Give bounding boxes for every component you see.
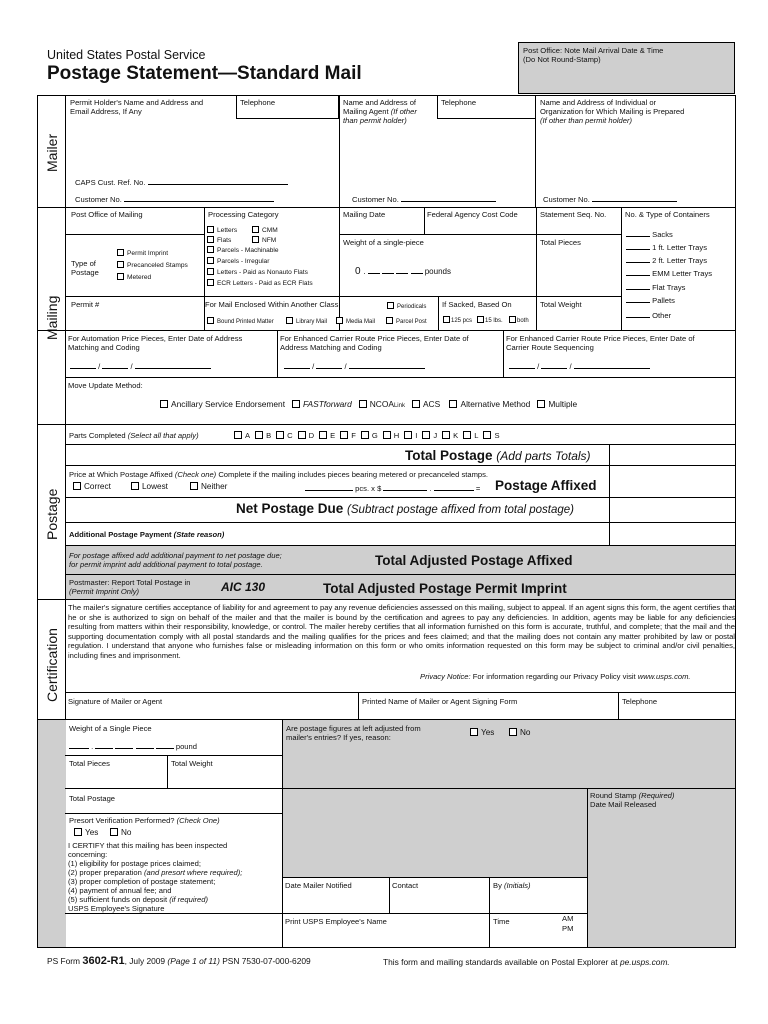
certify-line-2: concerning:: [68, 850, 108, 859]
total-adjusted-permit-label: Total Adjusted Postage Permit Imprint: [323, 581, 567, 596]
part-f-checkbox[interactable]: [340, 431, 356, 440]
checkbox-box[interactable]: [483, 431, 491, 439]
part-a-checkbox[interactable]: [234, 431, 250, 440]
type-of-postage-label-2: Postage: [71, 268, 99, 277]
part-label: I: [415, 431, 418, 440]
tp-permit-imprint[interactable]: Permit Imprint: [117, 249, 168, 258]
container-pallets: Pallets: [626, 296, 675, 305]
pc-letters-nonauto[interactable]: Letters - Paid as Nonauto Flats: [207, 268, 308, 277]
processing-category-label: Processing Category: [208, 210, 279, 219]
employee-sig-label: USPS Employee's Signature: [68, 904, 165, 913]
sacked-both[interactable]: both: [509, 316, 529, 326]
total-pieces-label: Total Pieces: [540, 238, 581, 247]
ecr-date-field[interactable]: / /: [284, 362, 425, 371]
total-weight-label: Total Weight: [540, 300, 582, 309]
ecr-seq-label: For Enhanced Carrier Route Price Pieces, Enter Date of: [506, 334, 695, 343]
usps-total-pieces-label: Total Pieces: [69, 759, 110, 768]
container-other: Other: [626, 311, 671, 320]
sacked-125[interactable]: 125 pcs: [443, 316, 472, 326]
post-office-note-2: (Do Not Round-Stamp): [523, 55, 601, 64]
part-k-checkbox[interactable]: [442, 431, 458, 440]
agent-label-2: Mailing Agent (If other: [343, 107, 417, 116]
mu-acs[interactable]: ACS: [412, 399, 440, 409]
tp-metered[interactable]: Metered: [117, 273, 151, 282]
contact-label: Contact: [392, 881, 419, 890]
postmaster-note-2: (Permit Imprint Only): [69, 587, 140, 596]
date-released-label: Date Mail Released: [590, 800, 657, 809]
enclosed-periodicals[interactable]: Periodicals: [387, 302, 426, 312]
sacked-15[interactable]: 15 lbs.: [477, 316, 503, 326]
sacked-label: If Sacked, Based On: [442, 300, 512, 309]
customer-no-1: Customer No.: [75, 195, 274, 204]
usps-total-postage-label: Total Postage: [69, 794, 116, 803]
printed-name-label: Printed Name of Mailer or Agent Signing Form: [362, 697, 518, 706]
part-label: A: [245, 431, 251, 440]
customer-no-2: Customer No.: [352, 195, 496, 204]
agency-name: United States Postal Service: [47, 48, 206, 62]
part-label: F: [351, 431, 356, 440]
section-label-postage: Postage: [44, 488, 60, 540]
statement-seq-label: Statement Seq. No.: [540, 210, 607, 219]
affixed-note-2: for permit imprint add additional payment to total postage.: [69, 560, 263, 569]
part-j-checkbox[interactable]: [422, 431, 437, 440]
time-label: Time: [493, 917, 510, 926]
price-lowest[interactable]: Lowest: [131, 482, 168, 491]
certify-line-7: (5) sufficient funds on deposit (if required): [68, 895, 209, 904]
mu-fastforward[interactable]: FASTforward: [292, 399, 352, 409]
usps-weight-label: Weight of a Single Piece: [69, 724, 152, 733]
affixed-note-1: For postage affixed add additional payment to net postage due;: [69, 551, 282, 560]
part-g-checkbox[interactable]: [361, 431, 378, 440]
footer-form-id: PS Form 3602-R1, July 2009 (Page 1 of 11) PSN 7530-07-000-6209: [47, 955, 311, 967]
federal-agency-label: Federal Agency Cost Code: [427, 210, 518, 219]
auto-date-label: For Automation Price Pieces, Enter Date of Address: [68, 334, 243, 343]
mailing-date-label: Mailing Date: [343, 210, 386, 219]
mu-multiple[interactable]: Multiple: [537, 399, 577, 409]
parts-checkboxes[interactable]: [234, 431, 505, 440]
container-sacks: Sacks: [626, 230, 673, 239]
part-d-checkbox[interactable]: [298, 431, 314, 440]
container-2ft: 2 ft. Letter Trays: [626, 256, 707, 265]
move-update-options: [160, 399, 577, 409]
round-stamp-label: Round Stamp (Required): [590, 791, 675, 800]
postmaster-note: Postmaster: Report Total Postage in: [69, 578, 191, 587]
pc-nfm[interactable]: NFM: [252, 236, 276, 245]
org-label-3: (If other than permit holder): [540, 116, 633, 125]
po-of-mailing-label: Post Office of Mailing: [71, 210, 143, 219]
privacy-notice: Privacy Notice: For information regarding our Privacy Policy visit www.usps.com.: [420, 672, 691, 681]
customer-no-3: Customer No.: [543, 195, 677, 204]
part-label: K: [453, 431, 459, 440]
usps-adjusted-question: Are postage figures at left adjusted from: [286, 724, 421, 733]
part-s-checkbox[interactable]: [483, 431, 499, 440]
checkbox-box[interactable]: [442, 431, 450, 439]
mu-ncoa[interactable]: NCOALink: [359, 399, 405, 409]
agent-label: Name and Address of: [343, 98, 417, 107]
checkbox-box[interactable]: [234, 431, 242, 439]
enclosed-label: For Mail Enclosed Within Another Class: [205, 300, 339, 309]
aic-code: AIC 130: [221, 580, 266, 594]
enclosed-parcel-post[interactable]: Parcel Post: [386, 317, 427, 327]
move-update-label: Move Update Method:: [68, 381, 143, 390]
certify-line-4: (2) proper preparation (and presort where required);: [68, 868, 243, 877]
pc-flats[interactable]: Flats: [207, 236, 231, 245]
part-e-checkbox[interactable]: [319, 431, 335, 440]
mu-ancillary[interactable]: Ancillary Service Endorsement: [160, 399, 285, 409]
ecr-date-label-2: Address Matching and Coding: [280, 343, 382, 352]
certify-line-5: (3) proper completion of postage statement;: [68, 877, 216, 886]
pcs-calculation[interactable]: pcs. x $ . =: [305, 484, 480, 493]
auto-date-field[interactable]: / /: [70, 362, 211, 371]
part-label: H: [393, 431, 400, 440]
weight-single-label: Weight of a single-piece: [343, 238, 424, 247]
pm-label: PM: [562, 924, 574, 933]
containers-label: No. & Type of Containers: [625, 210, 710, 219]
checkbox-box[interactable]: [463, 431, 471, 439]
checkbox-box[interactable]: [404, 431, 412, 439]
usps-round-stamp-box: [587, 788, 735, 947]
checkbox-box[interactable]: [422, 431, 430, 439]
total-adjusted-affixed-label: Total Adjusted Postage Affixed: [375, 553, 573, 568]
certification-text: The mailer's signature certifies acceptance of liability for and agreement to pay any revenue deficiencies assessed on this mailing, subject to appeal. If an agent signs this form, the agent certifies that he or she is authorized to sign on behalf of the mailer and that the mailer is bound by the certification and agrees to pay any deficiencies. In addition, agents may be liable for any deficiencies resulting from matters within their responsibility, knowledge, or control. The mailer hereby certifies that all information furnished on this form is accurate, truthful, and complete; that the mail and the supporting documentation comply with all postal standards and the mailing qualifies for the prices and fees claimed; and that the mailing does not contain any matter prohibited by law or postal regulation. I understand that anyone who furnishes false or misleading information on this form or who omits information requested on this form may be subject to criminal and/or civil penalties, including fines and imprisonment.: [68, 603, 735, 660]
ecr-date-label: For Enhanced Carrier Route Price Pieces, Enter Date of: [280, 334, 469, 343]
signature-label: Signature of Mailer or Agent: [68, 697, 163, 706]
post-office-note: Post Office: Note Mail Arrival Date & Time: [523, 46, 664, 55]
part-label: C: [287, 431, 293, 440]
part-label: E: [330, 431, 336, 440]
total-postage-label: Total Postage (Add parts Totals): [405, 448, 591, 463]
part-label: S: [494, 431, 500, 440]
org-label: Name and Address of Individual or: [540, 98, 657, 107]
by-initials-label: By (Initials): [493, 881, 531, 890]
container-emm: EMM Letter Trays: [626, 269, 712, 278]
part-i-checkbox[interactable]: [404, 431, 417, 440]
telephone-label-2: Telephone: [441, 98, 477, 107]
price-correct[interactable]: Correct: [73, 482, 111, 491]
checkbox-box[interactable]: [255, 431, 263, 439]
checkbox-box[interactable]: [383, 431, 391, 439]
price-neither[interactable]: Neither: [190, 482, 227, 491]
part-h-checkbox[interactable]: [383, 431, 399, 440]
presort-yes[interactable]: Yes: [74, 828, 98, 837]
type-of-postage-label: Type of: [71, 259, 96, 268]
certify-line-6: (4) payment of annual fee; and: [68, 886, 172, 895]
pc-letters[interactable]: Letters: [207, 226, 237, 235]
telephone-label: Telephone: [240, 98, 276, 107]
certify-line-3: (1) eligibility for postage prices claimed;: [68, 859, 201, 868]
part-label: G: [371, 431, 378, 440]
section-label-certification: Certification: [44, 628, 60, 702]
tp-precanceled[interactable]: Precanceled Stamps: [117, 261, 188, 270]
part-l-checkbox[interactable]: [463, 431, 478, 440]
cert-telephone-label: Telephone: [622, 697, 658, 706]
price-affixed-label: Price at Which Postage Affixed (Check one) Complete if the mailing includes pieces bearing metered or precanceled stamps.: [69, 470, 489, 479]
certify-line-1: I CERTIFY that this mailing has been inspected: [68, 841, 228, 850]
date-notified-label: Date Mailer Notified: [285, 881, 352, 890]
enclosed-media[interactable]: Media Mail: [336, 317, 375, 327]
part-label: J: [433, 431, 438, 440]
auto-date-label-2: Matching and Coding: [68, 343, 140, 352]
employee-name-label: Print USPS Employee's Name: [285, 917, 387, 926]
ecr-seq-field[interactable]: / /: [509, 362, 650, 371]
agent-label-3: than permit holder): [343, 116, 407, 125]
usps-total-weight-label: Total Weight: [171, 759, 213, 768]
pc-cmm[interactable]: CMM: [252, 226, 278, 235]
checkbox-box[interactable]: [319, 431, 327, 439]
enclosed-library[interactable]: Library Mail: [286, 317, 327, 327]
permit-holder-label: Permit Holder's Name and Address and: [70, 98, 204, 107]
permit-holder-label-2: Email Address, If Any: [70, 107, 142, 116]
section-label-mailer: Mailer: [44, 133, 60, 172]
presort-no[interactable]: No: [110, 828, 131, 837]
form-title: Postage Statement—Standard Mail: [47, 63, 362, 84]
part-label: B: [266, 431, 272, 440]
container-1ft: 1 ft. Letter Trays: [626, 243, 707, 252]
pc-ecr-letters[interactable]: ECR Letters - Paid as ECR Flats: [207, 279, 313, 288]
container-flat: Flat Trays: [626, 283, 685, 292]
part-label: L: [474, 431, 479, 440]
parts-completed-label: Parts Completed (Select all that apply): [69, 431, 199, 440]
section-label-mailing: Mailing: [44, 295, 60, 340]
org-label-2: Organization for Which Mailing is Prepared: [540, 107, 685, 116]
am-label: AM: [562, 914, 574, 923]
usps-adjusted-no[interactable]: No: [509, 728, 530, 737]
pc-parcels-irregular[interactable]: Parcels - Irregular: [207, 257, 269, 266]
footer-availability: This form and mailing standards available on Postal Explorer at pe.usps.com.: [383, 957, 670, 967]
checkbox-box[interactable]: [340, 431, 348, 439]
part-c-checkbox[interactable]: [276, 431, 292, 440]
ecr-seq-label-2: Carrier Route Sequencing: [506, 343, 594, 352]
permit-no-label: Permit #: [71, 300, 100, 309]
mu-alternative[interactable]: Alternative Method: [449, 399, 530, 409]
postage-affixed-label: Postage Affixed: [495, 478, 597, 493]
net-postage-due-label: Net Postage Due (Subtract postage affixed from total postage): [236, 501, 574, 516]
additional-payment-label: Additional Postage Payment (State reason): [69, 530, 225, 539]
part-label: D: [308, 431, 315, 440]
checkbox-box[interactable]: [276, 431, 284, 439]
usps-weight-field: . pound: [69, 742, 197, 751]
checkbox-box[interactable]: [298, 431, 306, 439]
enclosed-bpm[interactable]: Bound Printed Matter: [207, 317, 274, 327]
checkbox-box[interactable]: [361, 431, 369, 439]
presort-label: Presort Verification Performed? (Check One): [69, 816, 220, 825]
pc-parcels-machinable[interactable]: Parcels - Machinable: [207, 246, 279, 255]
weight-single-value[interactable]: 0 . pounds: [355, 266, 451, 277]
part-b-checkbox[interactable]: [255, 431, 271, 440]
caps-ref: CAPS Cust. Ref. No.: [75, 178, 288, 187]
usps-adjusted-question-2: mailer's entries? If yes, reason:: [286, 733, 391, 742]
usps-adjusted-yes[interactable]: Yes: [470, 728, 494, 737]
